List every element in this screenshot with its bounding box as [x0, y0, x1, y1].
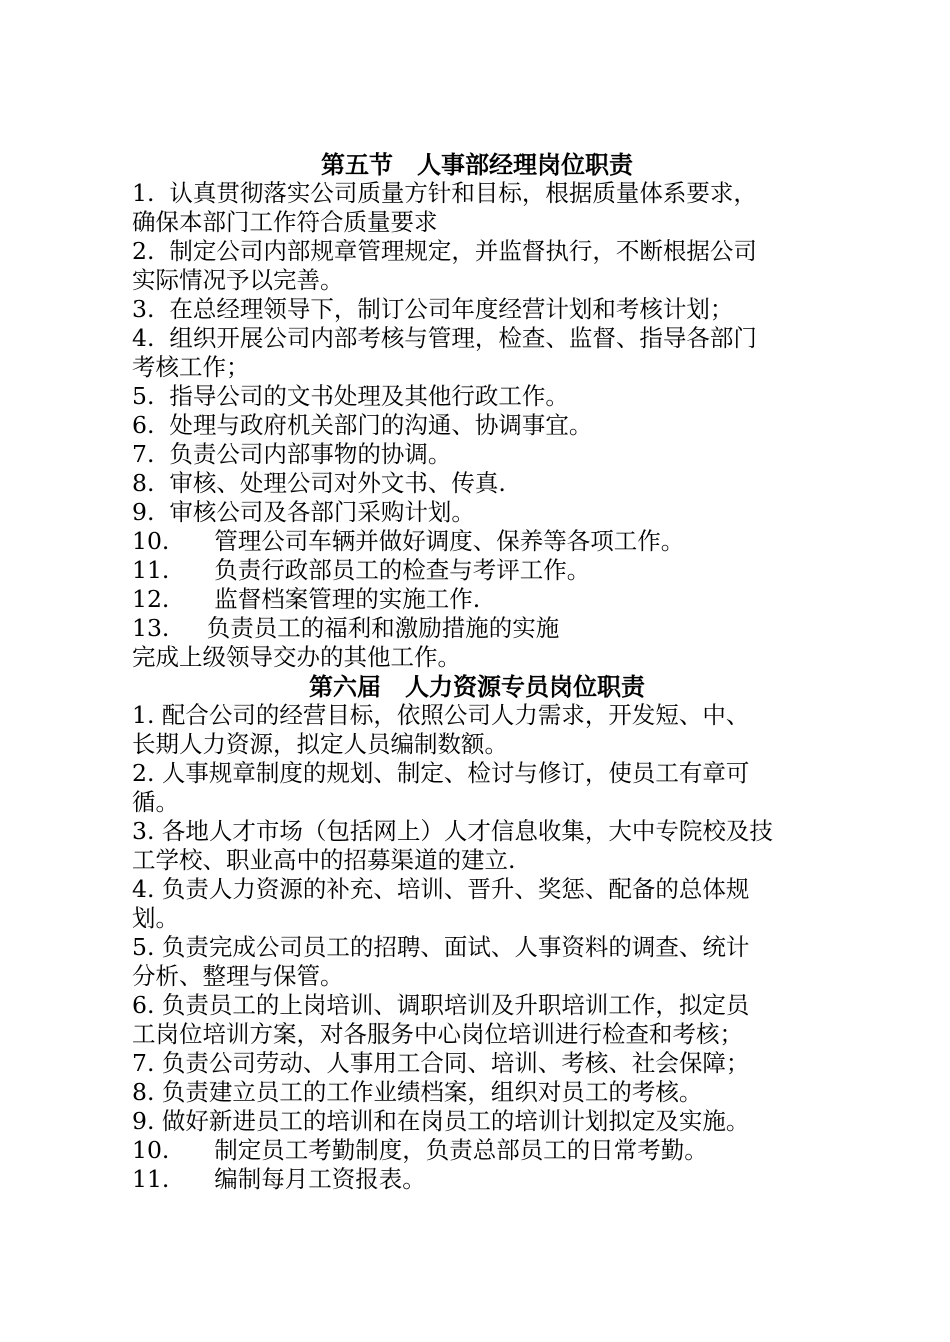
section-5-line: 完成上级领导交办的其他工作。	[132, 643, 461, 671]
section-6-line: 1. 配合公司的经营目标，依照公司人力需求，开发短、中、	[132, 701, 750, 729]
section-5-line: 确保本部门工作符合质量要求	[132, 208, 438, 236]
section-6-line: 长期人力资源，拟定人员编制数额。	[132, 730, 508, 758]
section-6-line: 分析、整理与保管。	[132, 962, 344, 990]
section-6-line: 循。	[132, 788, 179, 816]
section-5-line: 8. 审核、处理公司对外文书、传真.	[132, 469, 506, 497]
section-6-line: 4. 负责人力资源的补充、培训、晋升、奖惩、配备的总体规	[132, 875, 750, 903]
section-6-line: 7. 负责公司劳动、人事用工合同、培训、考核、社会保障；	[132, 1049, 750, 1077]
section-5-line: 2. 制定公司内部规章管理规定，并监督执行，不断根据公司	[132, 237, 757, 265]
section-6-line: 5. 负责完成公司员工的招聘、面试、人事资料的调查、统计	[132, 933, 750, 961]
section-6-line: 工岗位培训方案，对各服务中心岗位培训进行检查和考核；	[132, 1020, 743, 1048]
document-content	[132, 150, 822, 1194]
section-6-line: 11. 编制每月工资报表。	[132, 1165, 426, 1193]
section-5-line: 考核工作；	[132, 353, 250, 381]
section-5-line: 5. 指导公司的文书处理及其他行政工作。	[132, 382, 569, 410]
section-5-line: 3. 在总经理领导下，制订公司年度经营计划和考核计划；	[132, 295, 734, 323]
section-5-line: 7. 负责公司内部事物的协调。	[132, 440, 452, 468]
section-6-title: 第六届 人力资源专员岗位职责	[309, 672, 645, 701]
section-5-line: 12. 监督档案管理的实施工作.	[132, 585, 481, 613]
section-5-line: 实际情况予以完善。	[132, 266, 344, 294]
section-6-line: 划。	[132, 904, 179, 932]
section-5-line: 11. 负责行政部员工的检查与考评工作。	[132, 556, 591, 584]
section-5-line: 4. 组织开展公司内部考核与管理，检查、监督、指导各部门	[132, 324, 757, 352]
section-5-line: 6. 处理与政府机关部门的沟通、协调事宜。	[132, 411, 593, 439]
section-5-line: 1. 认真贯彻落实公司质量方针和目标，根据质量体系要求，	[132, 179, 757, 207]
section-6-line: 10. 制定员工考勤制度，负责总部员工的日常考勤。	[132, 1136, 708, 1164]
section-6-body	[132, 701, 822, 1194]
section-6-line: 3. 各地人才市场（包括网上）人才信息收集，大中专院校及技	[132, 817, 773, 845]
section-5-body	[132, 179, 822, 672]
section-6-line: 工学校、职业高中的招募渠道的建立.	[132, 846, 516, 874]
section-5-line: 9. 审核公司及各部门采购计划。	[132, 498, 475, 526]
section-6-line: 8. 负责建立员工的工作业绩档案，组织对员工的考核。	[132, 1078, 703, 1106]
section-6-line: 9. 做好新进员工的培训和在岗员工的培训计划拟定及实施。	[132, 1107, 750, 1135]
section-5-title: 第五节 人事部经理岗位职责	[321, 150, 633, 179]
section-6-line: 6. 负责员工的上岗培训、调职培训及升职培训工作，拟定员	[132, 991, 750, 1019]
section-6-line: 2. 人事规章制度的规划、制定、检讨与修订，使员工有章可	[132, 759, 750, 787]
section-5-line: 10. 管理公司车辆并做好调度、保养等各项工作。	[132, 527, 685, 555]
section-5-line: 13. 负责员工的福利和激励措施的实施	[132, 614, 560, 642]
